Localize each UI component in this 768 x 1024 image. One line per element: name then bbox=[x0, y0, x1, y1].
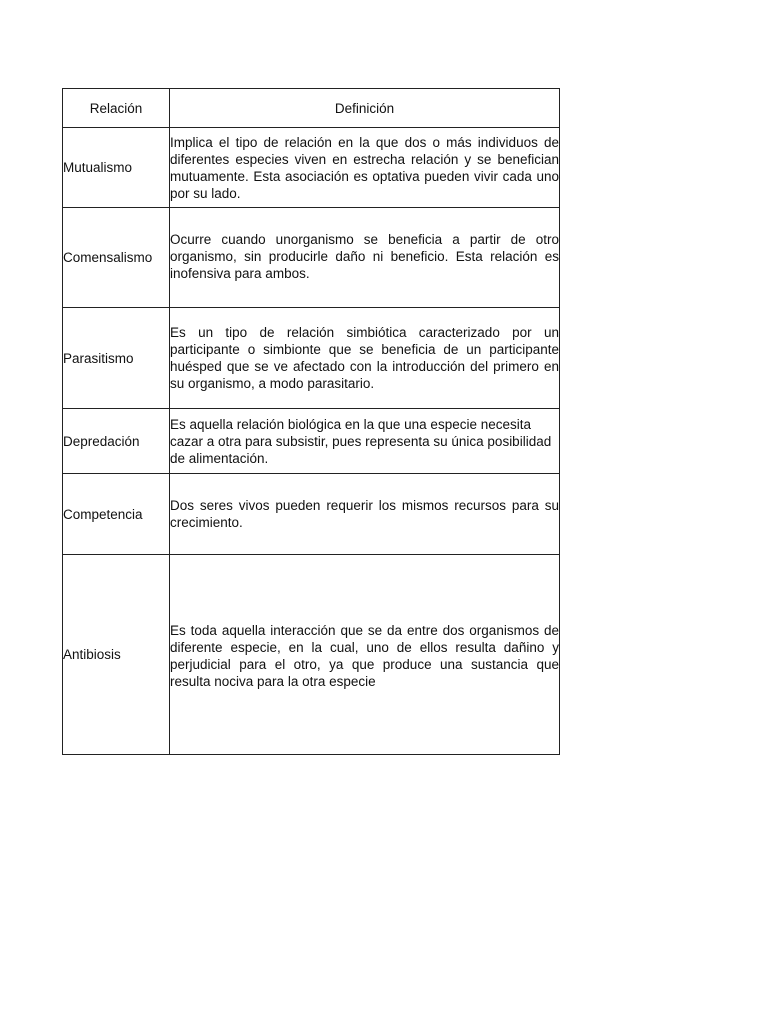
definition-text: Ocurre cuando unorganismo se beneficia a partir de otro organismo, sin producirle daño ni beneficio. Esta relación es inofensiva para ambos. bbox=[170, 232, 559, 281]
relation-definition bbox=[170, 474, 560, 555]
definition-text: Implica el tipo de relación en la que dos o más individuos de diferentes especies viven en estrecha relación y se benefician mutuamente. Esta asociación es optativa pueden vivir cada uno por su lado. bbox=[170, 134, 559, 201]
definition-text: Es toda aquella interacción que se da entre dos organismos de diferente especie, en la cual, uno de ellos resulta dañino y perjudicial para el otro, ya que produce una sustancia que resulta nociva para la otra especie bbox=[170, 623, 559, 689]
table-row bbox=[63, 555, 560, 755]
relations-table-container bbox=[62, 88, 559, 755]
definition-text: Dos seres vivos pueden requerir los mismos recursos para su crecimiento. bbox=[170, 498, 559, 530]
relation-definition bbox=[170, 308, 560, 409]
relation-name: Depredación bbox=[63, 409, 170, 474]
header-definition: Definición bbox=[170, 89, 560, 128]
table-row bbox=[63, 128, 560, 208]
relation-name: Competencia bbox=[63, 474, 170, 555]
relation-definition bbox=[170, 128, 560, 208]
relation-name: Comensalismo bbox=[63, 208, 170, 308]
relation-definition bbox=[170, 555, 560, 755]
table-row bbox=[63, 208, 560, 308]
relation-name: Antibiosis bbox=[63, 555, 170, 755]
table-row bbox=[63, 474, 560, 555]
header-relation: Relación bbox=[63, 89, 170, 128]
table-header-row bbox=[63, 89, 560, 128]
definition-text: Es aquella relación biológica en la que una especie necesita cazar a otra para subsistir, pues representa su única posibilidad de alimentación. bbox=[170, 416, 552, 466]
relation-name: Parasitismo bbox=[63, 308, 170, 409]
relations-table bbox=[62, 88, 560, 755]
relation-definition bbox=[170, 409, 560, 474]
table-row bbox=[63, 308, 560, 409]
relation-definition bbox=[170, 208, 560, 308]
relation-name: Mutualismo bbox=[63, 128, 170, 208]
definition-text: Es un tipo de relación simbiótica caracterizado por un participante o simbionte que se beneficia de un participante huésped que se ve afectado con la introducción del primero en su organismo, a modo parasitario. bbox=[170, 325, 559, 391]
table-row bbox=[63, 409, 560, 474]
